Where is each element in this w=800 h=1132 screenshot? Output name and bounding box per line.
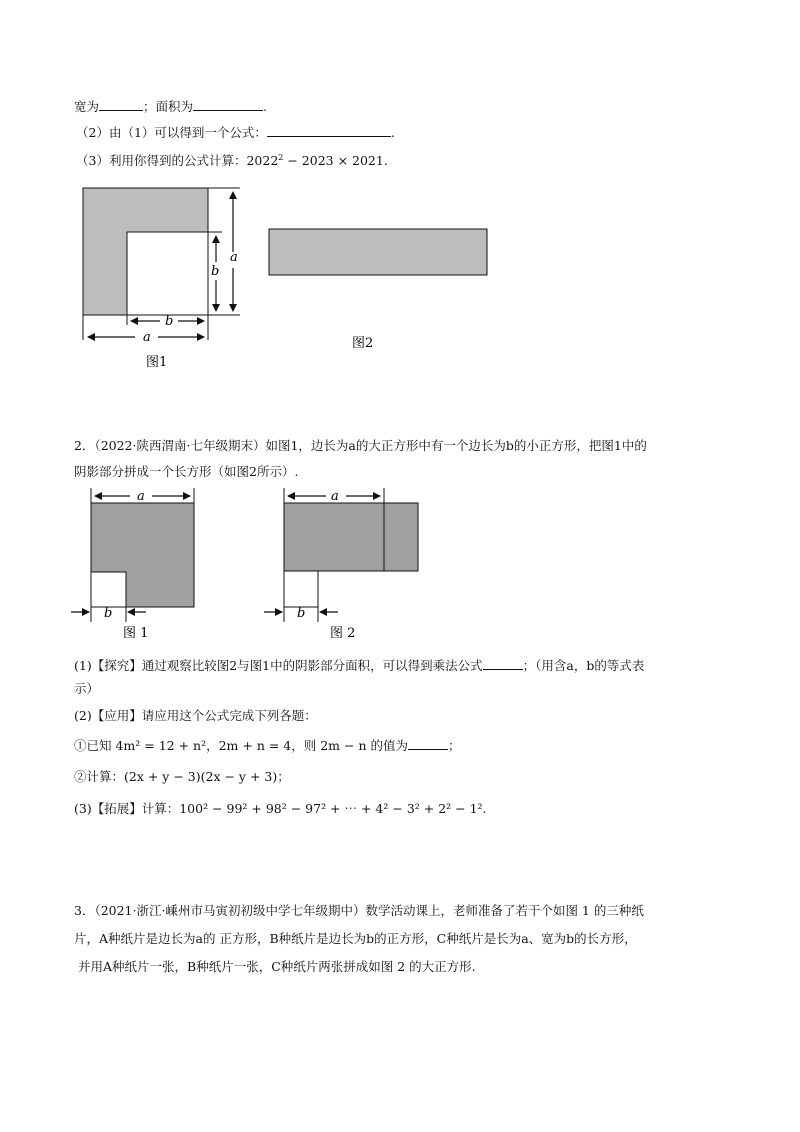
q2-fig2-caption: 图 2 (330, 626, 356, 641)
q2-source: （2022·陕西渭南·七年级期末） (94, 438, 266, 453)
q3-line3 (78, 958, 476, 976)
q1-fig1-label-b-bottom: b (165, 314, 174, 329)
q1-expr-rest: − 2023 × 2021. (283, 153, 388, 169)
q2-stem-line2 (74, 463, 298, 481)
q2-stem-2: 阴影部分拼成一个长方形（如图2所示）. (74, 464, 299, 479)
q2-part2-2-text: ②计算：(2x + y − 3)(2x − y + 3)； (74, 769, 290, 784)
q2-part2-1-text: ①已知 4m² = 12 + n²，2m + n = 4，则 2m − n 的值为 (74, 738, 408, 753)
q1-fig1-label-b-side: b (211, 264, 220, 279)
q1-fig1-label-a-side: a (230, 250, 238, 265)
q2-part2-2 (74, 768, 290, 786)
q2-part1-after: ；（用含a，b的等式表 (522, 658, 645, 673)
q2-part2-1-end: ； (447, 738, 461, 753)
q3-text-1: （2021·浙江·嵊州市马寅初初级中学七年级期中）数学活动课上，老师准备了若干个如图 1 的三种纸 (94, 903, 644, 918)
q3-line2 (74, 930, 637, 948)
q1-line1-end: . (263, 99, 268, 114)
q1-fig2-caption: 图2 (352, 336, 374, 351)
q3-line1 (74, 902, 644, 920)
q2-part2-1 (74, 736, 461, 755)
q2-part1-text: (1)【探究】通过观察比较图2与图1中的阴影部分面积，可以得到乘法公式 (74, 658, 483, 673)
q1-part2-end: . (390, 125, 395, 140)
q2-part2 (74, 707, 317, 725)
q2-figure-1 (71, 488, 194, 622)
q2-part1-cont (74, 680, 99, 698)
q2-stem-1: 如图1，边长为a的大正方形中有一个边长为b的小正方形，把图1中的 (265, 438, 647, 453)
q2-fig1-caption: 图 1 (123, 626, 149, 641)
q2-value-blank[interactable] (408, 736, 448, 750)
q2-fig2-label-a: a (331, 489, 339, 504)
q2-part1-cont-text: 示） (74, 681, 100, 696)
q1-part3-text: （3）利用你得到的公式计算： (76, 153, 247, 169)
q2-fig1-label-b: b (104, 606, 113, 621)
q2-formula-blank[interactable] (483, 656, 523, 670)
q1-expr-base: 2022 (246, 153, 279, 169)
q2-part1 (74, 656, 644, 675)
q1-figure-2 (269, 229, 487, 275)
q2-part2-text: (2)【应用】请应用这个公式完成下列各题： (74, 708, 317, 723)
q1-fig1-caption: 图1 (146, 355, 168, 370)
q1-area-label: ；面积为 (143, 99, 194, 114)
q2-figure-2 (264, 488, 418, 622)
q2-part3 (74, 800, 487, 818)
q2-fig1-label-a: a (137, 489, 145, 504)
q3-number: 3． (74, 903, 95, 918)
q1-width-label: 宽为 (74, 99, 100, 114)
q2-fig2-label-b: b (297, 606, 306, 621)
q2-part3-text: (3)【拓展】计算：100² − 99² + 98² − 97² + ⋯ + 4² − 3² + 2² − 1². (74, 801, 487, 816)
q1-part2-text: （2）由（1）可以得到一个公式： (76, 125, 267, 140)
q3-text-3: 并用A种纸片一张，B种纸片一张，C种纸片两张拼成如图 2 的大正方形. (78, 959, 476, 974)
q3-text-2: 片，A种纸片是边长为a的 正方形，B种纸片是边长为b的正方形，C种纸片是长为a、宽为b的长方形， (74, 931, 637, 946)
q2-stem-line1 (74, 437, 647, 455)
q1-fig1-label-a-bottom: a (143, 330, 151, 345)
q1-expr-exp: 2 (278, 153, 284, 162)
q2-number: 2． (74, 438, 95, 453)
